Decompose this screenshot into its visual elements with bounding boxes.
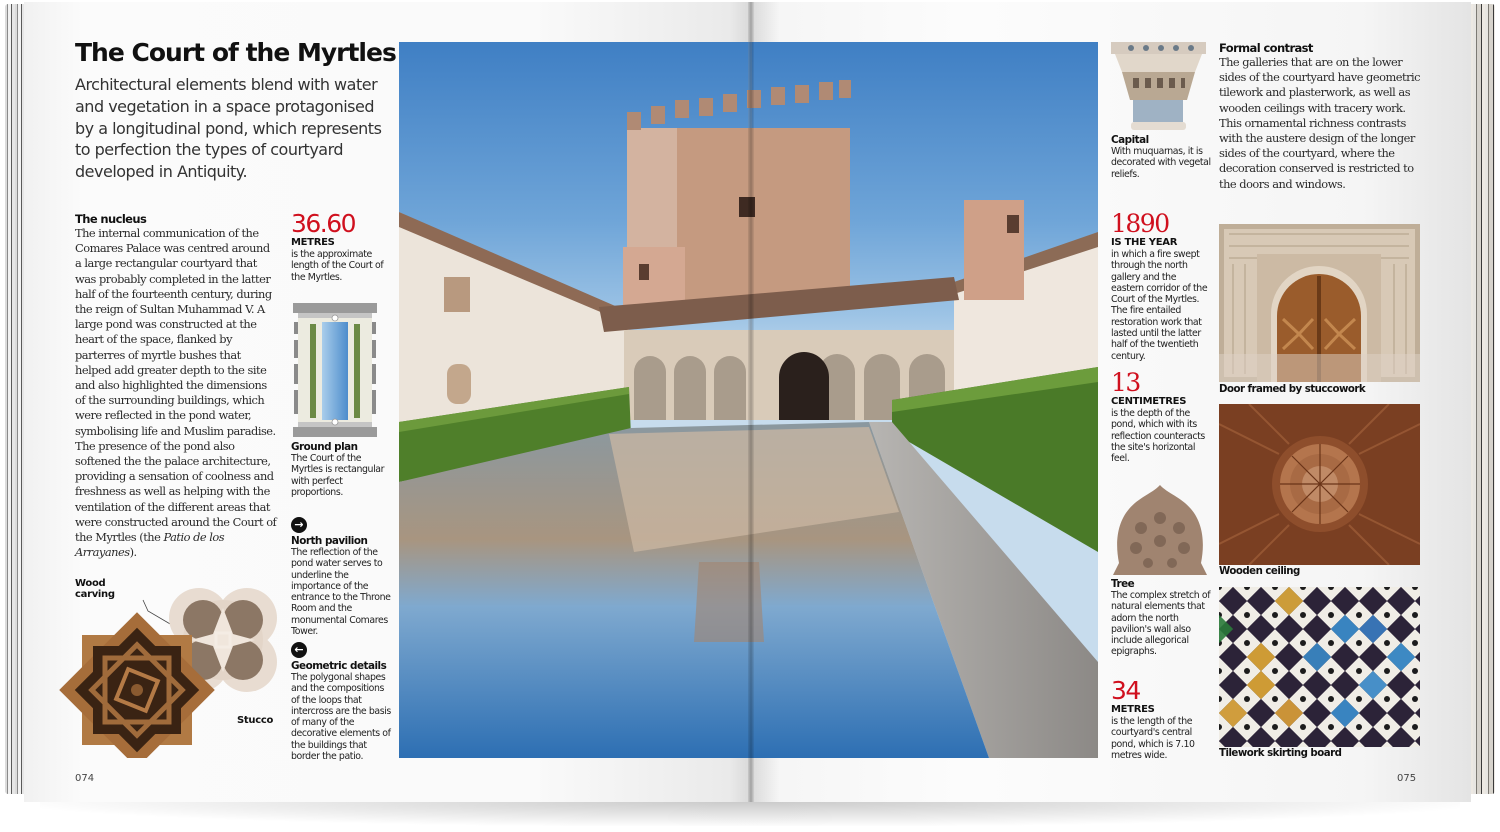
stucco-label: Stucco bbox=[237, 715, 274, 726]
nucleus-text-end: ). bbox=[129, 545, 137, 560]
tilework-image bbox=[1219, 587, 1420, 747]
caption-ceiling: Wooden ceiling bbox=[1219, 566, 1300, 577]
nucleus-text bbox=[75, 226, 279, 560]
stat-pond-depth bbox=[1111, 370, 1211, 464]
tree-note bbox=[1111, 578, 1211, 658]
stat-fire-year bbox=[1111, 211, 1211, 362]
lede-paragraph: Architectural elements blend with water and vegetation in a space protagonised by a longitudinal pond, which represents to perfection the types of courtyard developed in Antiquity. bbox=[75, 75, 382, 182]
arrow-right-icon: → bbox=[291, 517, 307, 533]
north-pavilion-note bbox=[291, 515, 391, 637]
tree-ornament-image bbox=[1111, 483, 1209, 577]
ground-plan-text: The Court of the Myrtles is rectangular with perfect proportions. bbox=[291, 453, 385, 498]
stat-number: 34 bbox=[1111, 676, 1140, 705]
caption-door: Door framed by stuccowork bbox=[1219, 384, 1366, 395]
stat-text: is the approximate length of the Court of the Myrtles. bbox=[291, 249, 384, 283]
capital-image bbox=[1111, 42, 1206, 134]
north-pavilion-heading: North pavilion bbox=[291, 535, 368, 547]
stat-text: is the length of the courtyard's central pond, which is 7.10 metres wide. bbox=[1111, 716, 1195, 761]
formal-contrast-text: The galleries that are on the lower sides of the courtyard have geometric tilework and plasterwork, as well as wooden ceilings with tracery work. This ornamental richness contrasts with the austere design of the longer sides of the courtyard, where the decoration conserved is restricted to the doors and windows. bbox=[1219, 55, 1421, 191]
capital-text: With muquarnas, it is decorated with vegetal reliefs. bbox=[1111, 146, 1211, 180]
book-shadow bbox=[40, 800, 1460, 826]
page-title: The Court of the Myrtles bbox=[75, 38, 396, 67]
stat-unit: CENTIMETRES bbox=[1111, 396, 1187, 407]
nucleus-text-italic: Patio de los Arrayanes bbox=[75, 530, 225, 560]
stat-unit: METRES bbox=[291, 237, 335, 248]
north-pavilion-text: The reflection of the pond water serves to underline the importance of the entrance to the Throne Room and the monumental Comares Tower. bbox=[291, 547, 391, 638]
stat-number: 13 bbox=[1111, 368, 1140, 397]
tree-heading: Tree bbox=[1111, 578, 1135, 590]
ornaments-illustration bbox=[55, 578, 285, 758]
capital-note bbox=[1111, 134, 1211, 180]
stat-text: in which a fire swept through the north gallery and the eastern corridor of the Court of the Myrtles. The fire entailed restoration work that lasted until the latter half of the twentieth century. bbox=[1111, 249, 1208, 362]
geometric-details-note bbox=[291, 640, 391, 762]
formal-contrast-heading: Formal contrast bbox=[1219, 41, 1313, 55]
stat-unit: METRES bbox=[1111, 704, 1155, 715]
wood-carving-label: Wood carving bbox=[75, 578, 115, 600]
stat-number: 1890 bbox=[1111, 209, 1169, 238]
stat-pond-length bbox=[1111, 678, 1211, 761]
nucleus-text-main: The internal communication of the Comares Palace was centred around a large rectangular courtyard that was probably completed in the latter half of the fourteenth century, during the reign of Sultan Muhammad V. A large pond was constructed at the heart of the space, flanked by parterres of myrtle bushes that helped add greater depth to the site and also highlighted the dimensions of the surrounding buildings, which were reflected in the pond water, symbolising life and Muslim paradise. The presence of the pond also softened the the palace architecture, providing a sensation of coolness and freshness as well as helping with the ventilation of the different areas that were constructed around the Court of the Myrtles (the bbox=[75, 226, 277, 545]
capital-heading: Capital bbox=[1111, 134, 1149, 146]
wooden-ceiling-image bbox=[1219, 404, 1420, 565]
geometric-details-heading: Geometric details bbox=[291, 660, 387, 672]
stat-text: is the depth of the pond, which with its reflection counteracts the site's horizontal feel. bbox=[1111, 408, 1205, 465]
stat-court-length bbox=[291, 211, 391, 283]
door-stuccowork-image bbox=[1219, 224, 1420, 382]
stat-number: 36.60 bbox=[291, 209, 356, 238]
book-gutter bbox=[748, 2, 754, 802]
ground-plan-note bbox=[291, 441, 391, 498]
ground-plan-diagram bbox=[292, 302, 378, 438]
arrow-left-icon: ← bbox=[291, 642, 307, 658]
geometric-details-text: The polygonal shapes and the compositions of the loops that intercross are the basis of many of the decorative elements of the buildings that border the patio. bbox=[291, 672, 391, 763]
tree-text: The complex stretch of natural elements that adorn the north pavilion's wall also include allegorical epigraphs. bbox=[1111, 590, 1211, 658]
nucleus-section bbox=[75, 212, 279, 560]
page-number-left: 074 bbox=[75, 773, 95, 784]
formal-contrast-section bbox=[1219, 41, 1425, 192]
caption-tilework: Tilework skirting board bbox=[1219, 748, 1342, 759]
ground-plan-heading: Ground plan bbox=[291, 441, 358, 453]
nucleus-heading: The nucleus bbox=[75, 212, 147, 226]
page-number-right: 075 bbox=[1397, 773, 1417, 784]
stat-unit: IS THE YEAR bbox=[1111, 237, 1178, 248]
